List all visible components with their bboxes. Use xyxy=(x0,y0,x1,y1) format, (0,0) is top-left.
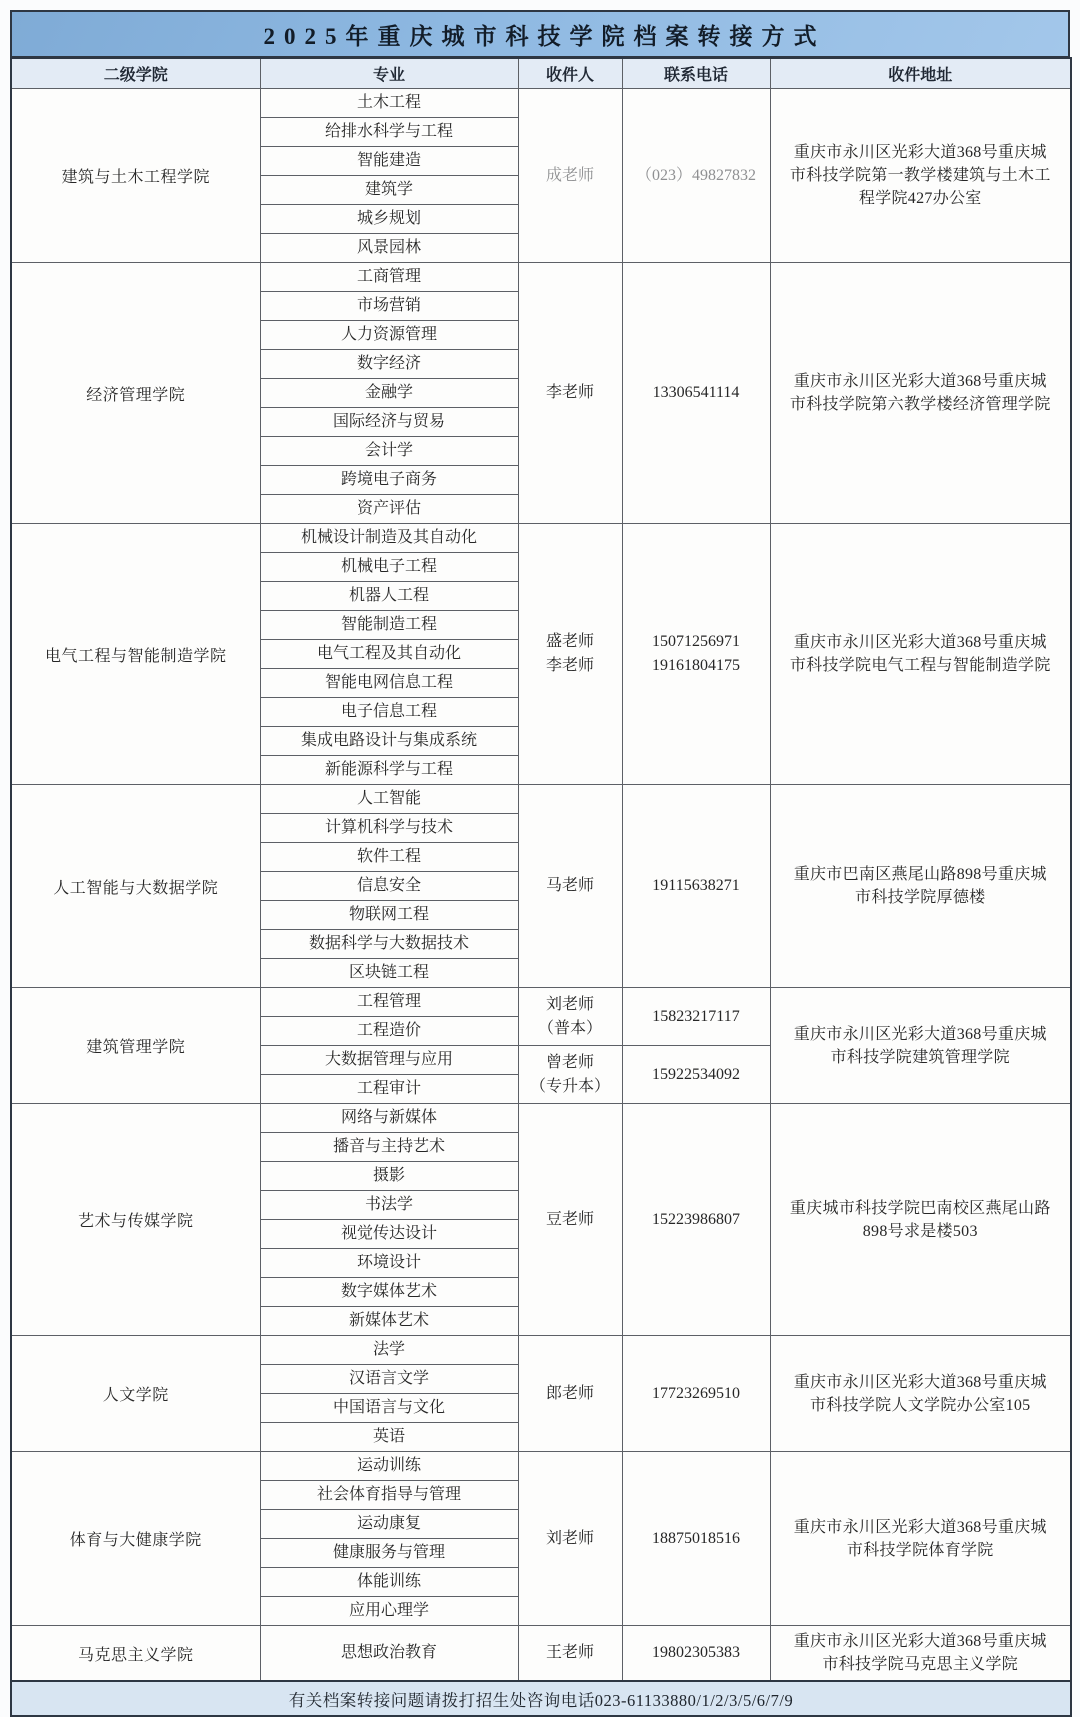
major-cell: 思想政治教育 xyxy=(260,1626,518,1682)
recipient-cell-line: 曾老师 xyxy=(545,1053,594,1071)
phone-cell xyxy=(622,1452,770,1626)
major-cell: 新能源科学与工程 xyxy=(260,756,518,785)
major-cell: 智能建造 xyxy=(260,147,518,176)
college-cell: 经济管理学院 xyxy=(11,263,260,524)
major-cell: 信息安全 xyxy=(260,872,518,901)
college-cell: 艺术与传媒学院 xyxy=(11,1104,260,1336)
major-cell: 新媒体艺术 xyxy=(260,1307,518,1336)
table-row xyxy=(11,1452,1071,1481)
major-cell: 机械电子工程 xyxy=(260,553,518,582)
college-cell: 建筑与土木工程学院 xyxy=(11,89,260,263)
major-cell: 数字经济 xyxy=(260,350,518,379)
major-cell: 集成电路设计与集成系统 xyxy=(260,727,518,756)
phone-cell-line: 18875018516 xyxy=(652,1529,740,1547)
recipient-cell xyxy=(518,988,622,1046)
recipient-cell-line: 刘老师 xyxy=(545,1529,594,1547)
table-row xyxy=(11,524,1071,553)
college-cell: 马克思主义学院 xyxy=(11,1626,260,1682)
recipient-cell xyxy=(518,1104,622,1336)
table-row xyxy=(11,1104,1071,1133)
major-cell: 播音与主持艺术 xyxy=(260,1133,518,1162)
recipient-cell xyxy=(518,89,622,263)
major-cell: 中国语言与文化 xyxy=(260,1394,518,1423)
major-cell: 体能训练 xyxy=(260,1568,518,1597)
recipient-cell-line: （普本） xyxy=(537,1019,602,1037)
major-cell: 资产评估 xyxy=(260,495,518,524)
recipient-cell xyxy=(518,1452,622,1626)
major-cell: 城乡规划 xyxy=(260,205,518,234)
address-cell: 重庆市永川区光彩大道368号重庆城市科技学院第六教学楼经济管理学院 xyxy=(770,263,1071,524)
phone-cell xyxy=(622,263,770,524)
phone-cell xyxy=(622,1046,770,1104)
phone-cell-line: 17723269510 xyxy=(652,1384,740,1402)
major-cell: 人工智能 xyxy=(260,785,518,814)
major-cell: 书法学 xyxy=(260,1191,518,1220)
major-cell: 国际经济与贸易 xyxy=(260,408,518,437)
major-cell: 汉语言文学 xyxy=(260,1365,518,1394)
phone-cell xyxy=(622,524,770,785)
phone-cell-line: 19161804175 xyxy=(652,657,740,674)
major-cell: 会计学 xyxy=(260,437,518,466)
major-cell: 视觉传达设计 xyxy=(260,1220,518,1249)
major-cell: 工商管理 xyxy=(260,263,518,292)
address-cell: 重庆市永川区光彩大道368号重庆城市科技学院第一教学楼建筑与土木工程学院427办公室 xyxy=(770,89,1071,263)
recipient-cell xyxy=(518,1626,622,1682)
major-cell: 电子信息工程 xyxy=(260,698,518,727)
address-cell: 重庆市永川区光彩大道368号重庆城市科技学院电气工程与智能制造学院 xyxy=(770,524,1071,785)
major-cell: 电气工程及其自动化 xyxy=(260,640,518,669)
recipient-cell-line: 豆老师 xyxy=(545,1210,594,1228)
college-cell: 人文学院 xyxy=(11,1336,260,1452)
phone-cell xyxy=(622,1104,770,1336)
major-cell: 给排水科学与工程 xyxy=(260,118,518,147)
recipient-cell-line: 盛老师 xyxy=(545,633,594,650)
recipient-cell-line: （专升本） xyxy=(529,1077,610,1095)
major-cell: 法学 xyxy=(260,1336,518,1365)
major-cell: 风景园林 xyxy=(260,234,518,263)
table-row xyxy=(11,1626,1071,1682)
phone-cell-line: 13306541114 xyxy=(652,384,740,401)
recipient-cell-line: 马老师 xyxy=(545,877,594,894)
college-cell: 体育与大健康学院 xyxy=(11,1452,260,1626)
document-sheet xyxy=(10,10,1070,1717)
address-cell: 重庆市永川区光彩大道368号重庆城市科技学院建筑管理学院 xyxy=(770,988,1071,1104)
footer-note: 有关档案转接问题请拨打招生处咨询电话023-61133880/1/2/3/5/6/7/9 xyxy=(11,1681,1071,1716)
major-cell: 市场营销 xyxy=(260,292,518,321)
phone-cell-line: 15071256971 xyxy=(652,633,740,650)
recipient-cell-line: 王老师 xyxy=(545,1644,594,1661)
recipient-cell-line: 刘老师 xyxy=(545,995,594,1013)
college-cell: 电气工程与智能制造学院 xyxy=(11,524,260,785)
col-header-college: 二级学院 xyxy=(11,58,260,89)
phone-cell xyxy=(622,89,770,263)
major-cell: 运动康复 xyxy=(260,1510,518,1539)
table-body xyxy=(11,89,1071,1682)
table-row xyxy=(11,89,1071,118)
phone-cell xyxy=(622,988,770,1046)
table-row xyxy=(11,1336,1071,1365)
col-header-address: 收件地址 xyxy=(770,58,1071,89)
archive-transfer-table xyxy=(10,57,1072,1717)
major-cell: 社会体育指导与管理 xyxy=(260,1481,518,1510)
address-cell: 重庆市巴南区燕尾山路898号重庆城市科技学院厚德楼 xyxy=(770,785,1071,988)
col-header-recipient: 收件人 xyxy=(518,58,622,89)
major-cell: 智能制造工程 xyxy=(260,611,518,640)
major-cell: 机械设计制造及其自动化 xyxy=(260,524,518,553)
major-cell: 跨境电子商务 xyxy=(260,466,518,495)
phone-cell xyxy=(622,1336,770,1452)
phone-cell-line: 15823217117 xyxy=(652,1007,740,1025)
major-cell: 机器人工程 xyxy=(260,582,518,611)
major-cell: 网络与新媒体 xyxy=(260,1104,518,1133)
major-cell: 软件工程 xyxy=(260,843,518,872)
phone-cell-line: 19115638271 xyxy=(652,877,740,894)
phone-cell-line: 19802305383 xyxy=(652,1644,740,1661)
address-cell: 重庆城市科技学院巴南校区燕尾山路898号求是楼503 xyxy=(770,1104,1071,1336)
major-cell: 人力资源管理 xyxy=(260,321,518,350)
major-cell: 土木工程 xyxy=(260,89,518,118)
recipient-cell xyxy=(518,785,622,988)
recipient-cell xyxy=(518,1046,622,1104)
table-row xyxy=(11,263,1071,292)
major-cell: 工程造价 xyxy=(260,1017,518,1046)
recipient-cell-line: 成老师 xyxy=(545,166,594,184)
address-cell: 重庆市永川区光彩大道368号重庆城市科技学院人文学院办公室105 xyxy=(770,1336,1071,1452)
address-cell: 重庆市永川区光彩大道368号重庆城市科技学院马克思主义学院 xyxy=(770,1626,1071,1682)
major-cell: 运动训练 xyxy=(260,1452,518,1481)
phone-cell xyxy=(622,1626,770,1682)
address-cell: 重庆市永川区光彩大道368号重庆城市科技学院体育学院 xyxy=(770,1452,1071,1626)
major-cell: 物联网工程 xyxy=(260,901,518,930)
recipient-cell-line: 郎老师 xyxy=(545,1384,594,1402)
recipient-cell xyxy=(518,524,622,785)
major-cell: 区块链工程 xyxy=(260,959,518,988)
phone-cell-line: 15922534092 xyxy=(652,1065,740,1083)
major-cell: 工程管理 xyxy=(260,988,518,1017)
major-cell: 英语 xyxy=(260,1423,518,1452)
table-row xyxy=(11,988,1071,1017)
header-row xyxy=(11,58,1071,89)
major-cell: 应用心理学 xyxy=(260,1597,518,1626)
col-header-major: 专业 xyxy=(260,58,518,89)
recipient-cell xyxy=(518,1336,622,1452)
recipient-cell-line: 李老师 xyxy=(545,384,594,401)
major-cell: 金融学 xyxy=(260,379,518,408)
major-cell: 环境设计 xyxy=(260,1249,518,1278)
major-cell: 工程审计 xyxy=(260,1075,518,1104)
phone-cell xyxy=(622,785,770,988)
major-cell: 计算机科学与技术 xyxy=(260,814,518,843)
major-cell: 健康服务与管理 xyxy=(260,1539,518,1568)
table-row xyxy=(11,785,1071,814)
col-header-phone: 联系电话 xyxy=(622,58,770,89)
college-cell: 人工智能与大数据学院 xyxy=(11,785,260,988)
phone-cell-line: （023）49827832 xyxy=(635,166,756,184)
major-cell: 大数据管理与应用 xyxy=(260,1046,518,1075)
college-cell: 建筑管理学院 xyxy=(11,988,260,1104)
phone-cell-line: 15223986807 xyxy=(652,1210,740,1228)
recipient-cell xyxy=(518,263,622,524)
recipient-cell-line: 李老师 xyxy=(545,657,594,674)
major-cell: 数字媒体艺术 xyxy=(260,1278,518,1307)
major-cell: 摄影 xyxy=(260,1162,518,1191)
major-cell: 数据科学与大数据技术 xyxy=(260,930,518,959)
major-cell: 智能电网信息工程 xyxy=(260,669,518,698)
major-cell: 建筑学 xyxy=(260,176,518,205)
footer-row xyxy=(11,1681,1071,1716)
page-title: 2025年重庆城市科技学院档案转接方式 xyxy=(10,10,1070,57)
